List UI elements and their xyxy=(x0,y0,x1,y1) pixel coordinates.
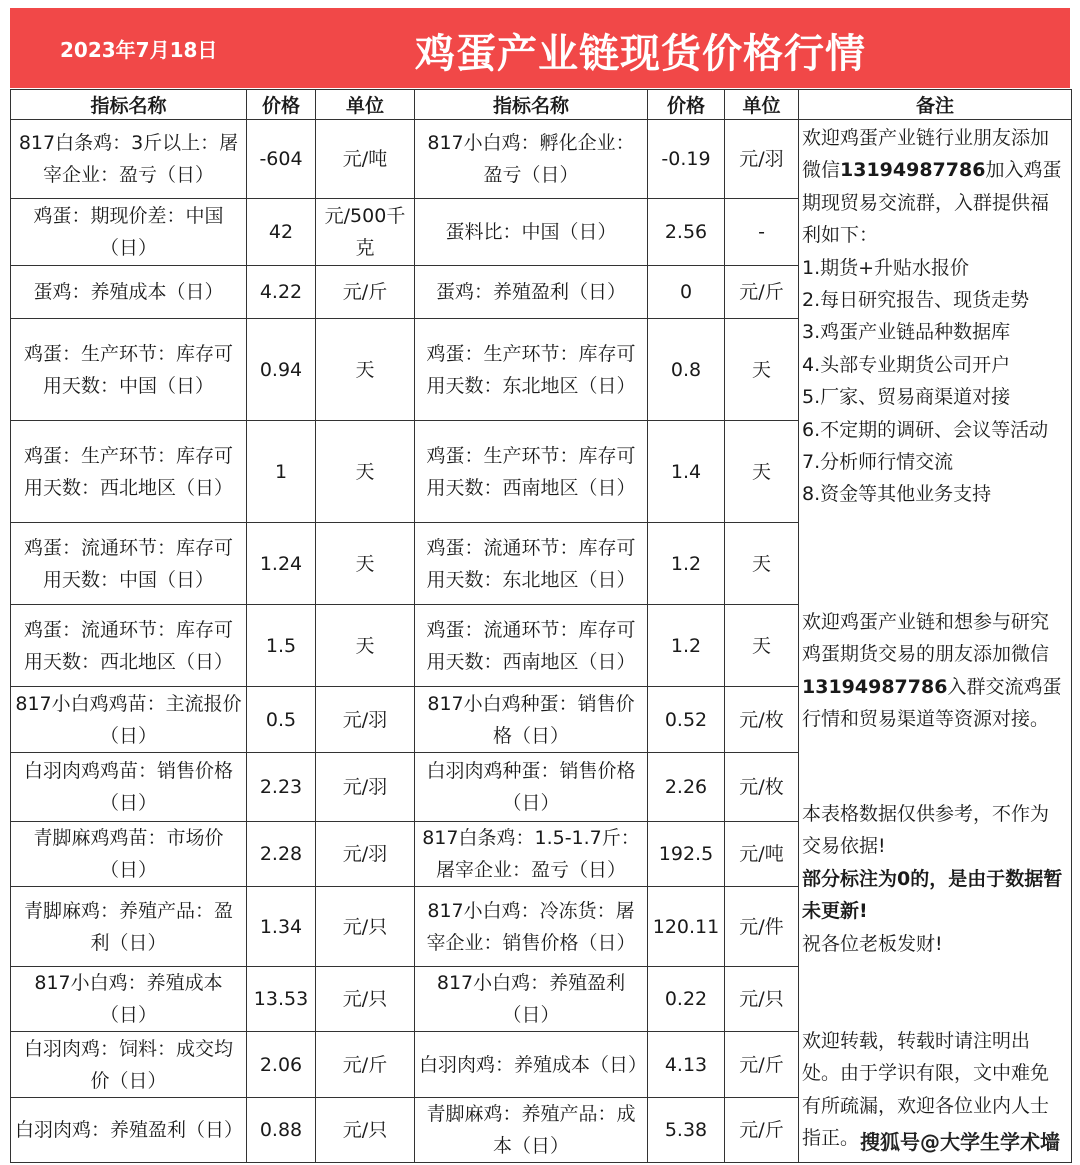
note-text: 祝各位老板发财! xyxy=(802,932,943,955)
indicator-name: 鸡蛋：生产环节：库存可用天数：西南地区（日） xyxy=(415,421,648,523)
indicator-name: 鸡蛋：流通环节：库存可用天数：东北地区（日） xyxy=(415,523,648,605)
price-value: 0.52 xyxy=(648,687,725,753)
note-text: 加入鸡蛋期现贸易交流群，入群提供福利如下： xyxy=(802,159,1062,247)
unit: 天 xyxy=(316,523,415,605)
indicator-name: 817小白鸡：养殖成本（日） xyxy=(11,967,247,1032)
note-text: 欢迎鸡蛋产业链和想参与研究鸡蛋期货交易的朋友添加微信 xyxy=(802,611,1050,666)
benefit-item: 8.资金等其他业务支持 xyxy=(802,483,992,506)
indicator-name: 蛋料比：中国（日） xyxy=(415,199,648,266)
price-value: 0.88 xyxy=(247,1098,316,1163)
unit: 天 xyxy=(316,319,415,421)
indicator-name: 817小白鸡：冷冻货：屠宰企业：销售价格（日） xyxy=(415,887,648,967)
indicator-name: 青脚麻鸡：养殖产品：盈利（日） xyxy=(11,887,247,967)
indicator-name: 817小白鸡种蛋：销售价格（日） xyxy=(415,687,648,753)
indicator-name: 青脚麻鸡：养殖产品：成本（日） xyxy=(415,1098,648,1163)
unit: 天 xyxy=(725,523,799,605)
unit: 元/斤 xyxy=(725,1032,799,1098)
unit: 元/吨 xyxy=(725,822,799,887)
price-value: 0.22 xyxy=(648,967,725,1032)
indicator-name: 鸡蛋：流通环节：库存可用天数：西南地区（日） xyxy=(415,605,648,687)
indicator-name: 白羽肉鸡：养殖成本（日） xyxy=(415,1032,648,1098)
col-header-unit: 单位 xyxy=(725,90,799,120)
indicator-name: 蛋鸡：养殖成本（日） xyxy=(11,266,247,319)
indicator-name: 青脚麻鸡鸡苗：市场价（日） xyxy=(11,822,247,887)
unit: 天 xyxy=(725,421,799,523)
unit: 元/件 xyxy=(725,887,799,967)
price-value: 1.2 xyxy=(648,523,725,605)
price-value: 1.2 xyxy=(648,605,725,687)
unit: 元/只 xyxy=(316,1098,415,1163)
price-value: 0.8 xyxy=(648,319,725,421)
indicator-name: 817小白鸡：养殖盈利（日） xyxy=(415,967,648,1032)
price-value: 42 xyxy=(247,199,316,266)
indicator-name: 白羽肉鸡：饲料：成交均价（日） xyxy=(11,1032,247,1098)
price-value: 120.11 xyxy=(648,887,725,967)
indicator-name: 817白条鸡：1.5-1.7斤：屠宰企业：盈亏（日） xyxy=(415,822,648,887)
notes-wechat-group xyxy=(802,122,1067,511)
price-value: 192.5 xyxy=(648,822,725,887)
benefit-item: 1.期货+升贴水报价 xyxy=(802,256,970,279)
unit: 元/斤 xyxy=(316,266,415,319)
price-value: -0.19 xyxy=(648,120,725,199)
benefit-item: 3.鸡蛋产业链品种数据库 xyxy=(802,321,1011,344)
unit: 元/斤 xyxy=(725,266,799,319)
price-value: 2.06 xyxy=(247,1032,316,1098)
indicator-name: 鸡蛋：期现价差：中国（日） xyxy=(11,199,247,266)
unit: 天 xyxy=(725,319,799,421)
unit: 元/羽 xyxy=(316,753,415,822)
benefit-item: 6.不定期的调研、会议等活动 xyxy=(802,418,1049,441)
indicator-name: 817白条鸡：3斤以上：屠宰企业：盈亏（日） xyxy=(11,120,247,199)
unit: 元/斤 xyxy=(725,1098,799,1163)
col-header-price: 价格 xyxy=(247,90,316,120)
unit: 元/枚 xyxy=(725,753,799,822)
indicator-name: 817小白鸡：孵化企业：盈亏（日） xyxy=(415,120,648,199)
price-value: 1 xyxy=(247,421,316,523)
price-value: 1.34 xyxy=(247,887,316,967)
note-text: 欢迎鸡蛋产业链行业朋友添加微信 xyxy=(802,127,1050,182)
col-header-price: 价格 xyxy=(648,90,725,120)
unit: - xyxy=(725,199,799,266)
price-value: 4.22 xyxy=(247,266,316,319)
unit: 元/只 xyxy=(725,967,799,1032)
wechat-number: 13194987786 xyxy=(802,675,948,698)
indicator-name: 白羽肉鸡鸡苗：销售价格（日） xyxy=(11,753,247,822)
notes-cell xyxy=(799,120,1072,1163)
price-value: 1.24 xyxy=(247,523,316,605)
notes-research-group xyxy=(802,606,1067,736)
unit: 元/只 xyxy=(316,967,415,1032)
unit: 元/羽 xyxy=(725,120,799,199)
price-value: 1.4 xyxy=(648,421,725,523)
indicator-name: 817小白鸡鸡苗：主流报价（日） xyxy=(11,687,247,753)
note-warning: 部分标注为0的，是由于数据暂未更新! xyxy=(802,867,1063,923)
unit: 天 xyxy=(725,605,799,687)
col-header-unit: 单位 xyxy=(316,90,415,120)
benefit-item: 2.每日研究报告、现货走势 xyxy=(802,289,1030,312)
wechat-number: 13194987786 xyxy=(840,159,986,182)
unit: 天 xyxy=(316,421,415,523)
price-value: 2.56 xyxy=(648,199,725,266)
indicator-name: 白羽肉鸡：养殖盈利（日） xyxy=(11,1098,247,1163)
benefit-item: 4.头部专业期货公司开户 xyxy=(802,353,1011,376)
indicator-name: 白羽肉鸡种蛋：销售价格（日） xyxy=(415,753,648,822)
notes-disclaimer xyxy=(802,798,1067,960)
table-row xyxy=(11,120,1072,199)
indicator-name: 鸡蛋：生产环节：库存可用天数：东北地区（日） xyxy=(415,319,648,421)
unit: 元/羽 xyxy=(316,822,415,887)
price-value: 0.5 xyxy=(247,687,316,753)
benefit-item: 7.分析师行情交流 xyxy=(802,451,954,474)
price-value: 0 xyxy=(648,266,725,319)
header-banner xyxy=(10,8,1070,88)
price-table xyxy=(10,89,1072,1163)
indicator-name: 鸡蛋：生产环节：库存可用天数：中国（日） xyxy=(11,319,247,421)
price-value: 5.38 xyxy=(648,1098,725,1163)
note-text: 欢迎转载，转载时请注明出处。由于学识有限，文中难免有所疏漏，欢迎各位业内人士指正。 xyxy=(802,1030,1050,1150)
benefit-item: 5.厂家、贸易商渠道对接 xyxy=(802,386,1011,409)
unit: 元/只 xyxy=(316,887,415,967)
unit: 元/吨 xyxy=(316,120,415,199)
price-value: 0.94 xyxy=(247,319,316,421)
col-header-name: 指标名称 xyxy=(11,90,247,120)
indicator-name: 蛋鸡：养殖盈利（日） xyxy=(415,266,648,319)
unit: 元/羽 xyxy=(316,687,415,753)
price-value: 13.53 xyxy=(247,967,316,1032)
note-text: 本表格数据仅供参考，不作为交易依据! xyxy=(802,803,1050,858)
indicator-name: 鸡蛋：流通环节：库存可用天数：中国（日） xyxy=(11,523,247,605)
page-title: 鸡蛋产业链现货价格行情 xyxy=(415,31,866,77)
unit: 元/500千克 xyxy=(316,199,415,266)
price-value: 2.26 xyxy=(648,753,725,822)
price-value: -604 xyxy=(247,120,316,199)
unit: 天 xyxy=(316,605,415,687)
price-value: 4.13 xyxy=(648,1032,725,1098)
indicator-name: 鸡蛋：生产环节：库存可用天数：西北地区（日） xyxy=(11,421,247,523)
note-text: 入群交流鸡蛋行情和贸易渠道等资源对接。 xyxy=(802,675,1062,731)
price-value: 2.28 xyxy=(247,822,316,887)
unit: 元/斤 xyxy=(316,1032,415,1098)
table-header-row xyxy=(11,90,1072,120)
unit: 元/枚 xyxy=(725,687,799,753)
col-header-notes: 备注 xyxy=(799,90,1072,120)
col-header-name: 指标名称 xyxy=(415,90,648,120)
watermark: 搜狐号@大学生学术墙 xyxy=(860,1130,1060,1154)
price-value: 1.5 xyxy=(247,605,316,687)
indicator-name: 鸡蛋：流通环节：库存可用天数：西北地区（日） xyxy=(11,605,247,687)
report-date: 2023年7月18日 xyxy=(60,38,218,62)
price-value: 2.23 xyxy=(247,753,316,822)
